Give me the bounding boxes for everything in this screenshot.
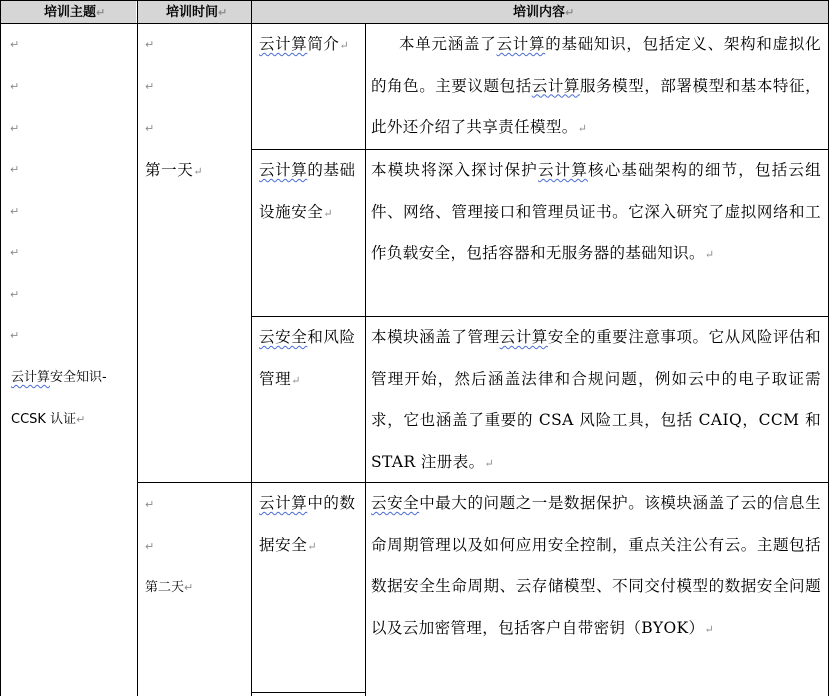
- topic-line1: 云计算安全知识-: [11, 370, 107, 385]
- paragraph-mark: ↵: [10, 163, 20, 176]
- paragraph-mark: ↵: [145, 80, 155, 93]
- module-description: 本模块涵盖了管理云计算安全的重要注意事项。它从风险评估和管理开始，然后涵盖法律和合规问题，例如云中的电子取证需求，它也涵盖了重要的 CSA 风险工具，包括 CAIQ，CCM 和 STAR 注册表。↵: [371, 328, 821, 471]
- paragraph-mark: ↵: [145, 498, 155, 511]
- border-col2: [251, 0, 252, 696]
- border-top: [0, 0, 829, 1]
- module-title: 云计算中的数据安全↵: [259, 494, 356, 554]
- paragraph-mark: ↵: [10, 38, 20, 51]
- module-description: 本单元涵盖了云计算的基础知识，包括定义、架构和虚拟化的角色。主要议题包括云计算服务模型，部署模型和基本特征，此外还介绍了共享责任模型。↵: [371, 35, 821, 136]
- border-col1: [137, 0, 138, 696]
- paragraph-mark: ↵: [10, 246, 20, 259]
- module-description: 本模块将深入探讨保护云计算核心基础架构的细节，包括云组件、网络、管理接口和管理员证书。它深入研究了虚拟网络和工作负载安全，包括容器和无服务器的基础知识。↵: [371, 161, 821, 262]
- module-description: 云安全中最大的问题之一是数据保护。该模块涵盖了云的信息生命周期管理以及如何应用安全控制，重点关注公有云。主题包括数据安全生命周期、云存储模型、不同交付模型的数据安全问题以及云加密管理，包括客户自带密钥（BYOK）↵: [371, 494, 821, 637]
- paragraph-mark: ↵: [10, 122, 20, 135]
- day-one-label: 第一天↵: [145, 161, 204, 179]
- border-col3: [365, 23, 366, 696]
- module-title: 云安全和风险管理↵: [259, 328, 356, 388]
- topic-line2: CCSK 认证↵: [11, 412, 86, 427]
- paragraph-mark: ↵: [145, 540, 155, 553]
- border-row4-stub: [252, 692, 366, 693]
- paragraph-mark: ↵: [10, 288, 20, 301]
- border-left: [0, 0, 1, 696]
- paragraph-mark: ↵: [10, 205, 20, 218]
- module-title: 云计算的基础设施安全↵: [259, 161, 356, 221]
- header-topic: 培训主题↵: [44, 5, 106, 20]
- paragraph-mark: ↵: [145, 122, 155, 135]
- paragraph-mark: ↵: [10, 329, 20, 342]
- header-content: 培训内容↵: [513, 5, 575, 20]
- header-time: 培训时间↵: [166, 5, 228, 20]
- module-title: 云计算简介↵: [259, 35, 350, 53]
- paragraph-mark: ↵: [10, 80, 20, 93]
- paragraph-mark: ↵: [145, 38, 155, 51]
- day-two-label: 第二天↵: [145, 580, 194, 595]
